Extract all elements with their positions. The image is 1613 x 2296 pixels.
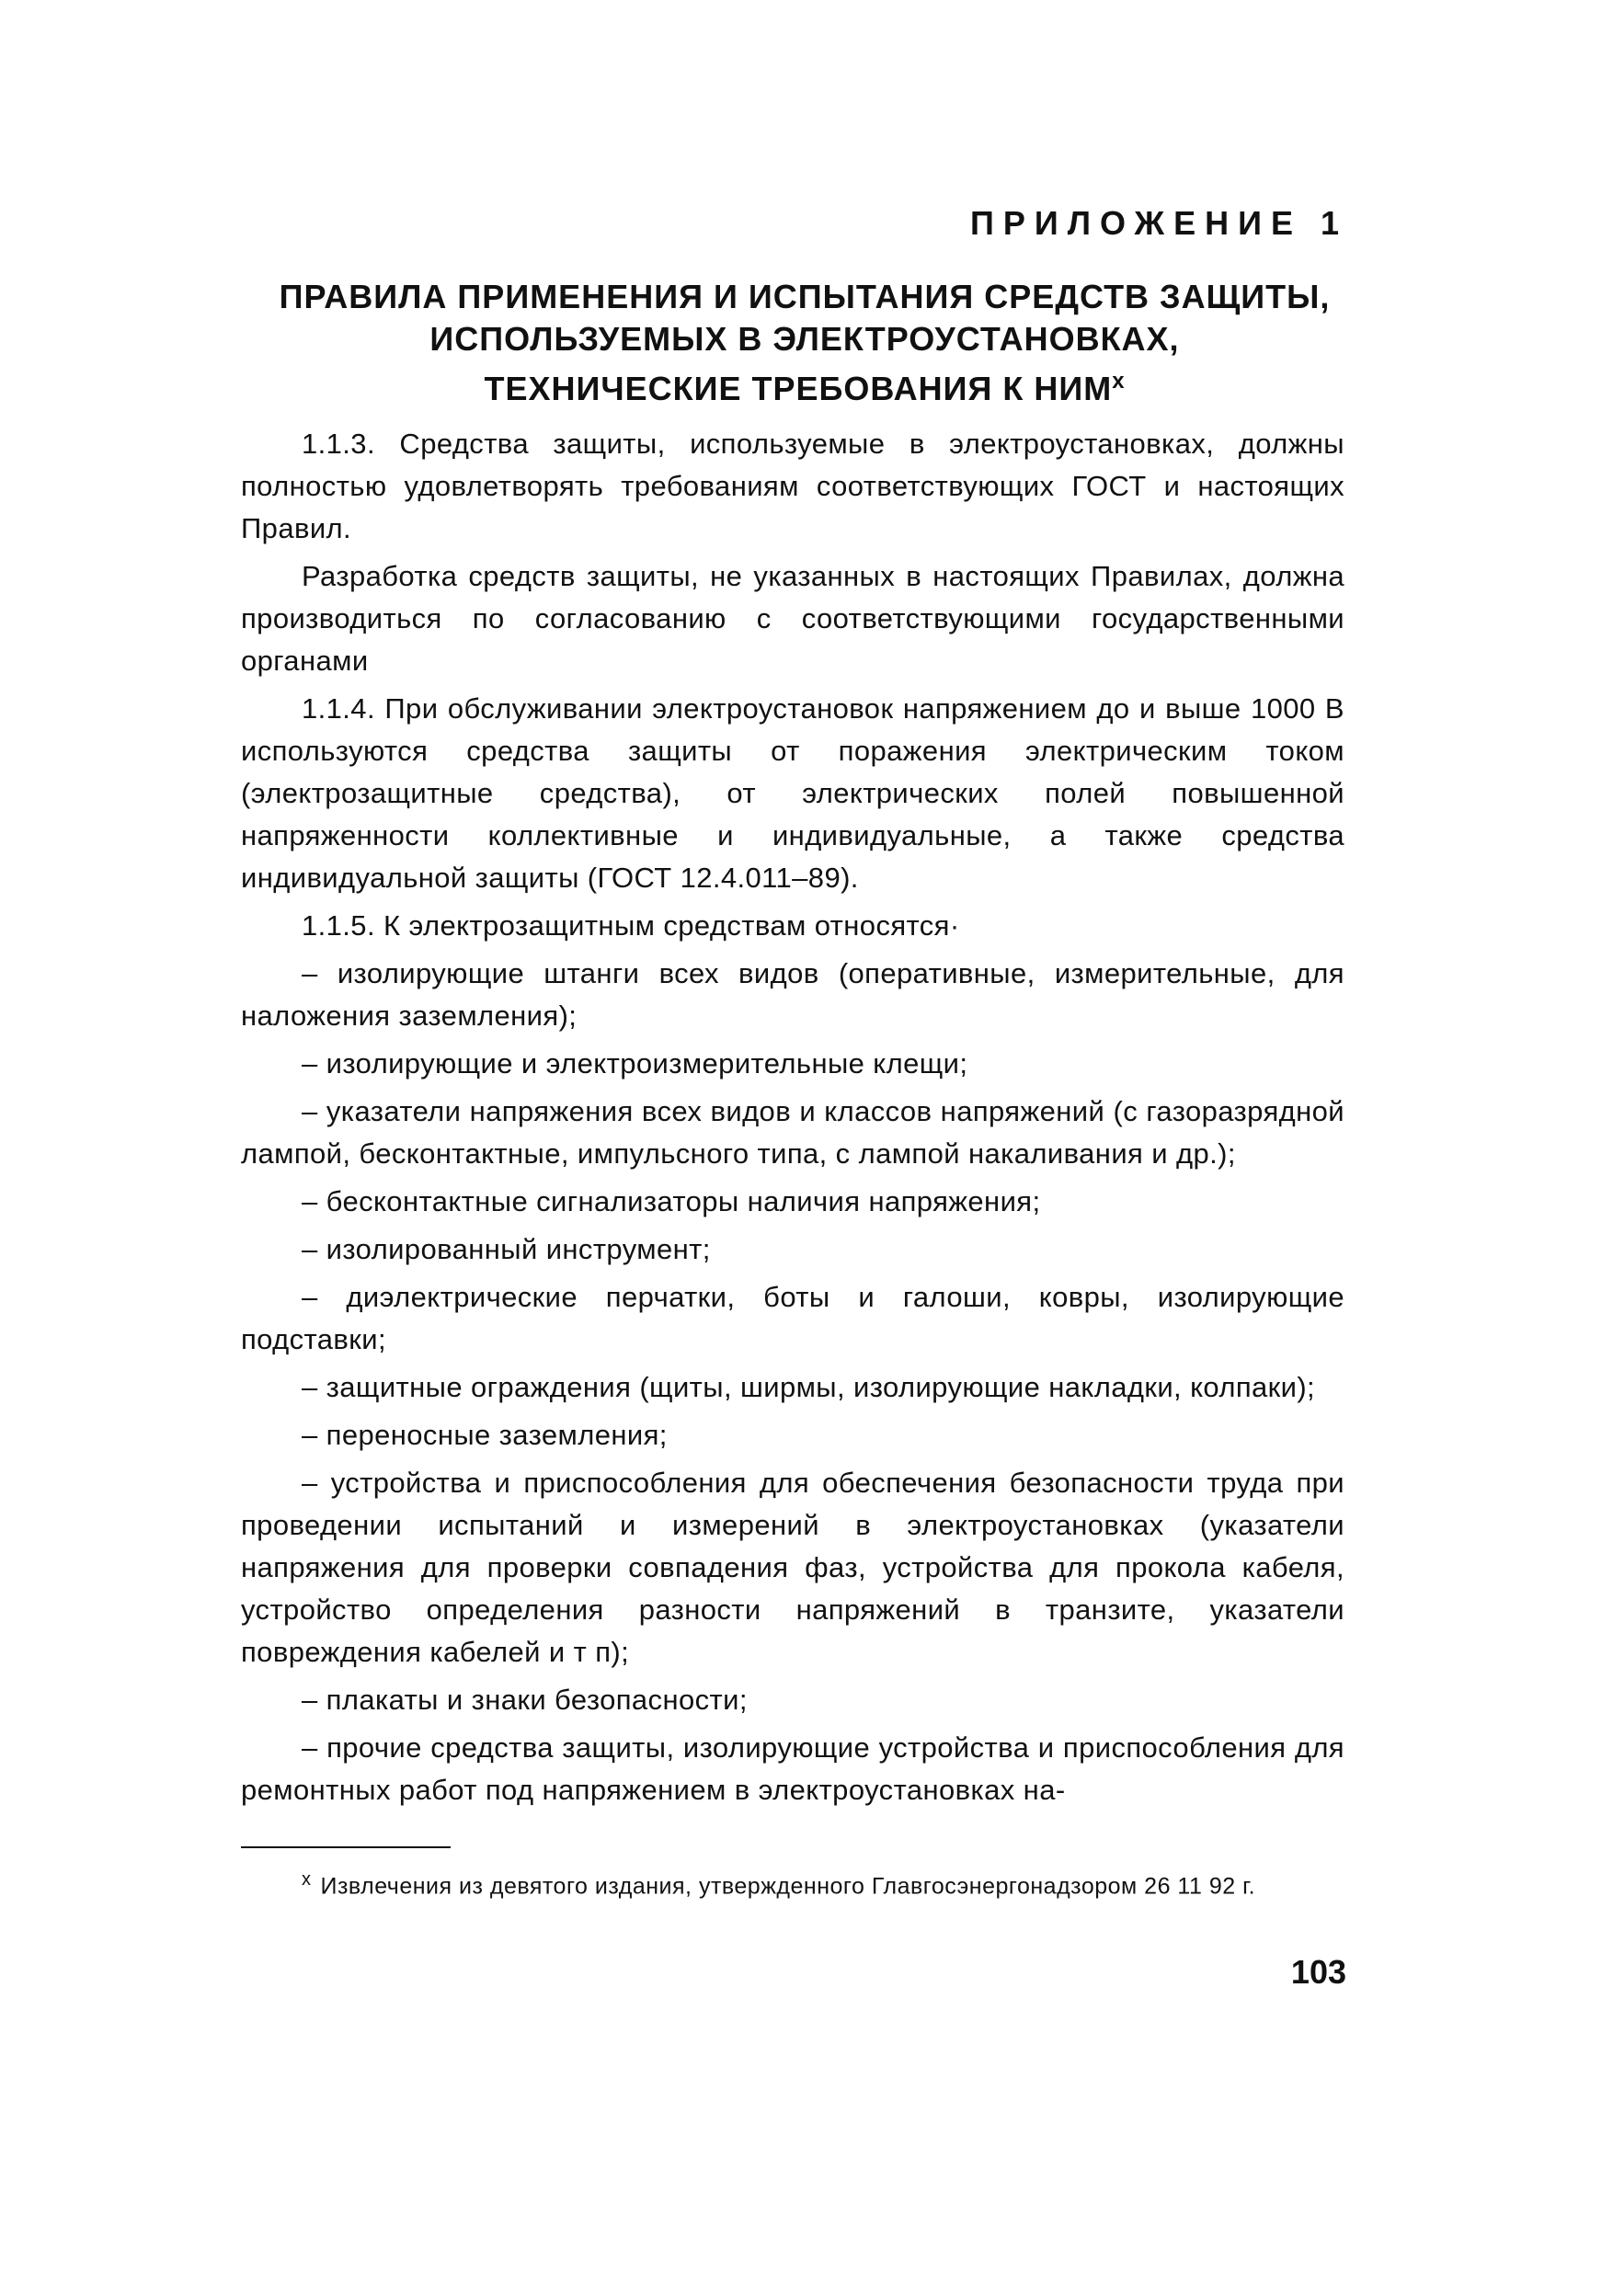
list-item: – изолирующие и электроизмерительные клещи; <box>302 1047 968 1079</box>
paragraph: 1.1.5. К электрозащитным средствам относятся· <box>302 909 960 942</box>
list-item: – изолированный инструмент; <box>302 1233 711 1265</box>
appendix-label: ПРИЛОЖЕНИЕ 1 <box>969 204 1348 242</box>
title-line-1: ПРАВИЛА ПРИМЕНЕНИЯ И ИСПЫТАНИЯ СРЕДСТВ ЗАЩИТЫ, <box>279 278 1331 315</box>
paragraph: 1.1.3. Средства защиты, используемые в электроустановках, должны полностью удовлетворять требованиям соответствующих ГОСТ и настоящих Правил. <box>241 428 1344 544</box>
title-line-3 <box>230 360 1379 410</box>
footnote-marker: х <box>302 1869 312 1890</box>
list-item: – устройства и приспособления для обеспечения безопасности труда при проведении испытаний и измерений в электроустановках (указатели напряжения для проверки совпадения фаз, устройства для прокола кабеля, устройство определения разности напряжений в транзите, указатели повреждения кабелей и т п); <box>241 1467 1344 1668</box>
paragraph: 1.1.4. При обслуживании электроустановок напряжением до и выше 1000 В используются средства защиты от поражения электрическим током (электрозащитные средства), от электрических полей повышенной напряженности коллективные и индивидуальные, а также средства индивидуальной защиты (ГОСТ 12.4.011–89). <box>241 692 1344 894</box>
list-item: – бесконтактные сигнализаторы наличия напряжения; <box>302 1185 1041 1217</box>
title-footnote-marker: х <box>1112 369 1126 394</box>
body-text <box>241 423 1344 1817</box>
list-item: – плакаты и знаки безопасности; <box>302 1684 748 1716</box>
list-item: – прочие средства защиты, изолирующие устройства и приспособления для ремонтных работ под напряжением в электроустановках на- <box>241 1731 1344 1806</box>
document-title <box>230 276 1379 410</box>
list-item: – переносные заземления; <box>302 1419 668 1451</box>
page-number: 103 <box>1290 1953 1346 1991</box>
list-item: – защитные ограждения (щиты, ширмы, изолирующие накладки, колпаки); <box>302 1371 1316 1403</box>
title-line-2: ИСПОЛЬЗУЕМЫХ В ЭЛЕКТРОУСТАНОВКАХ, <box>429 320 1180 358</box>
paragraph: Разработка средств защиты, не указанных в настоящих Правилах, должна производиться по согласованию с соответствующими государственными органами <box>241 560 1344 677</box>
footnote-text: Извлечения из девятого издания, утвержденного Главгосэнергонадзором 26 11 92 г. <box>320 1873 1256 1900</box>
title-line-3-text: ТЕХНИЧЕСКИЕ ТРЕБОВАНИЯ К НИМ <box>484 370 1113 407</box>
list-item: – диэлектрические перчатки, боты и галоши, ковры, изолирующие подставки; <box>241 1281 1344 1355</box>
footnote-divider <box>241 1846 451 1848</box>
list-item: – изолирующие штанги всех видов (оперативные, измерительные, для наложения заземления); <box>241 957 1344 1032</box>
footnote <box>241 1861 1344 1904</box>
list-item: – указатели напряжения всех видов и классов напряжений (с газоразрядной лампой, бесконтактные, импульсного типа, с лампой накаливания и др.); <box>241 1095 1344 1170</box>
